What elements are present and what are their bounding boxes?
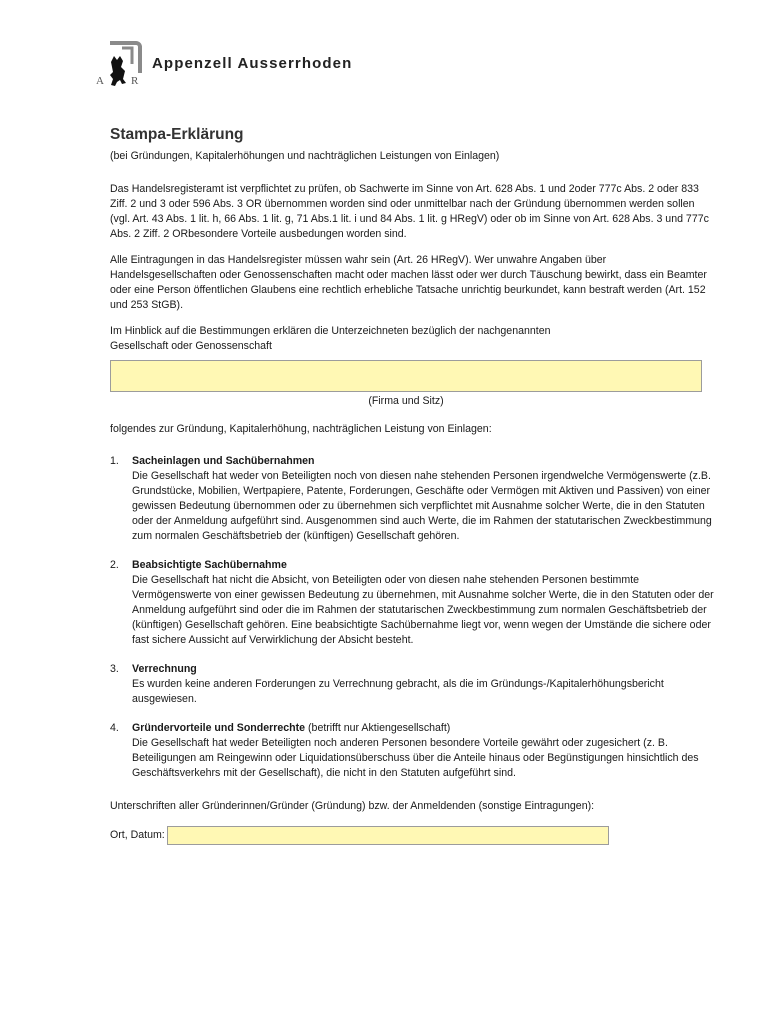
paragraph-declaration-intro — [110, 324, 715, 354]
item-number: 4. — [110, 722, 119, 734]
declaration-item — [110, 721, 715, 781]
signatures-instruction: Unterschriften aller Gründerinnen/Gründer (Gründung) bzw. der Anmeldenden (sonstige Eintragungen): — [110, 800, 595, 812]
item-body: Die Gesellschaft hat nicht die Absicht, von Beteiligten oder von diesen nahe stehenden Personen bestimmte Vermögenswerte von einer gewissen Bedeutung zu übernehmen, mit Ausnahme solcher Werte, die in den Statuten oder der Anmeldung aufgeführt sind oder die im Rahmen der statutarischen Zweckbestimmung zum normalen Geschäftsbetrieb der (künftigen) Gesellschaft gehören. Eine beabsichtigte Sachübernahme liegt vor, wenn wegen der Umstände die sichere oder fast sichere Aussicht auf Verwirklichung der Absicht besteht. — [132, 574, 714, 646]
item-title: Verrechnung — [132, 663, 197, 675]
item-body: Die Gesellschaft hat weder von Beteiligten noch von diesen nahe stehenden Personen irgendwelche Vermögenswerte (z.B. Grundstücke, Mobilien, Wertpapiere, Patente, Forderungen, Geschäfte oder Vermögen mit Aktiven und Passiven) von einer gewissen Bedeutung übernommen oder zu übernehmen sich verpflichtet mit Ausnahme solcher Werte, die in den Statuten oder der Anmeldung aufgeführt sind. Ausgenommen sind auch Werte, die im Rahmen der statutarischen Zweckbestimmung zum normalen Geschäftsbetrieb der (künftigen) Gesellschaft gehören. — [132, 470, 712, 542]
item-number: 2. — [110, 559, 119, 571]
brand-name: Appenzell Ausserrhoden — [152, 55, 353, 72]
firm-and-seat-input[interactable] — [110, 360, 702, 392]
declaration-intro-line-2: Gesellschaft oder Genossenschaft — [110, 340, 272, 352]
item-body: Die Gesellschaft hat weder Beteiligten noch anderen Personen besondere Vorteile gewährt oder zugesichert (z. B. Beteiligungen am Reingewinn oder Liquidationsüberschuss über die Anteile hinaus oder Begünstigungen hinsichtlich des Geschäftsverkehrs mit der Gesellschaft), die nicht in den Statuten aufgeführt sind. — [132, 737, 699, 779]
paragraph-verification: Das Handelsregisteramt ist verpflichtet zu prüfen, ob Sachwerte im Sinne von Art. 628 Abs. 1 und 2oder 777c Abs. 2 oder 833 Ziff. 2 und 3 oder 596 Abs. 3 OR übernommen worden sind oder unmittelbar nach der Gründung übernommen werden sollen (vgl. Art. 43 Abs. 1 lit. h, 66 Abs. 1 lit. g, 71 Abs.1 lit. i und 84 Abs. 1 lit. g HRegV) oder ob im Sinne von Art. 628 Abs. 3 und 777c Abs. 2 Ziff. 2 ORbesondere Vorteile ausbedungen worden sind. — [110, 183, 709, 240]
document-subtitle: (bei Gründungen, Kapitalerhöhungen und nachträglichen Leistungen von Einlagen) — [110, 150, 500, 162]
declaration-intro-line-1: Im Hinblick auf die Bestimmungen erklären die Unterzeichneten bezüglich der nachgenannten — [110, 325, 551, 337]
declaration-item — [110, 662, 715, 707]
item-title: Sacheinlagen und Sachübernahmen — [132, 455, 315, 467]
logo-letter-r: R — [131, 75, 139, 87]
logo-letter-a: A — [96, 75, 104, 87]
paragraph-truthfulness: Alle Eintragungen in das Handelsregister müssen wahr sein (Art. 26 HRegV). Wer unwahre Angaben über Handelsgesellschaften oder Genossenschaften macht oder machen lässt oder wer durch Täuschung bewirkt, dass ein Beamter oder eine Person öffentlichen Glaubens eine rechtlich erhebliche Tatsache unrichtig beurkundet, kann bestraft werden (Art. 152 und 253 StGB). — [110, 254, 707, 311]
item-heading — [132, 454, 715, 469]
item-body: Es wurden keine anderen Forderungen zu Verrechnung gebracht, als die im Gründungs-/Kapitalerhöhungsbericht ausgewiesen. — [132, 678, 664, 705]
place-date-input[interactable] — [167, 826, 609, 845]
item-title: Beabsichtigte Sachübernahme — [132, 559, 287, 571]
document-body — [110, 125, 715, 845]
place-date-row — [110, 826, 715, 845]
firm-and-seat-caption: (Firma und Sitz) — [368, 395, 444, 407]
declaration-item — [110, 454, 715, 544]
item-heading — [132, 558, 715, 573]
paragraph-following: folgendes zur Gründung, Kapitalerhöhung, nachträglichen Leistung von Einlagen: — [110, 423, 492, 435]
document-title: Stampa-Erklärung — [110, 126, 244, 143]
item-number: 3. — [110, 663, 119, 675]
item-number: 1. — [110, 455, 119, 467]
coat-of-arms-logo — [96, 40, 142, 90]
item-title-suffix: (betrifft nur Aktiengesellschaft) — [305, 722, 451, 734]
place-date-label: Ort, Datum: — [110, 829, 165, 841]
declaration-item — [110, 558, 715, 648]
item-title: Gründervorteile und Sonderrechte — [132, 722, 306, 734]
item-heading — [132, 721, 715, 736]
declaration-items-list — [110, 454, 715, 781]
item-heading — [132, 662, 715, 677]
